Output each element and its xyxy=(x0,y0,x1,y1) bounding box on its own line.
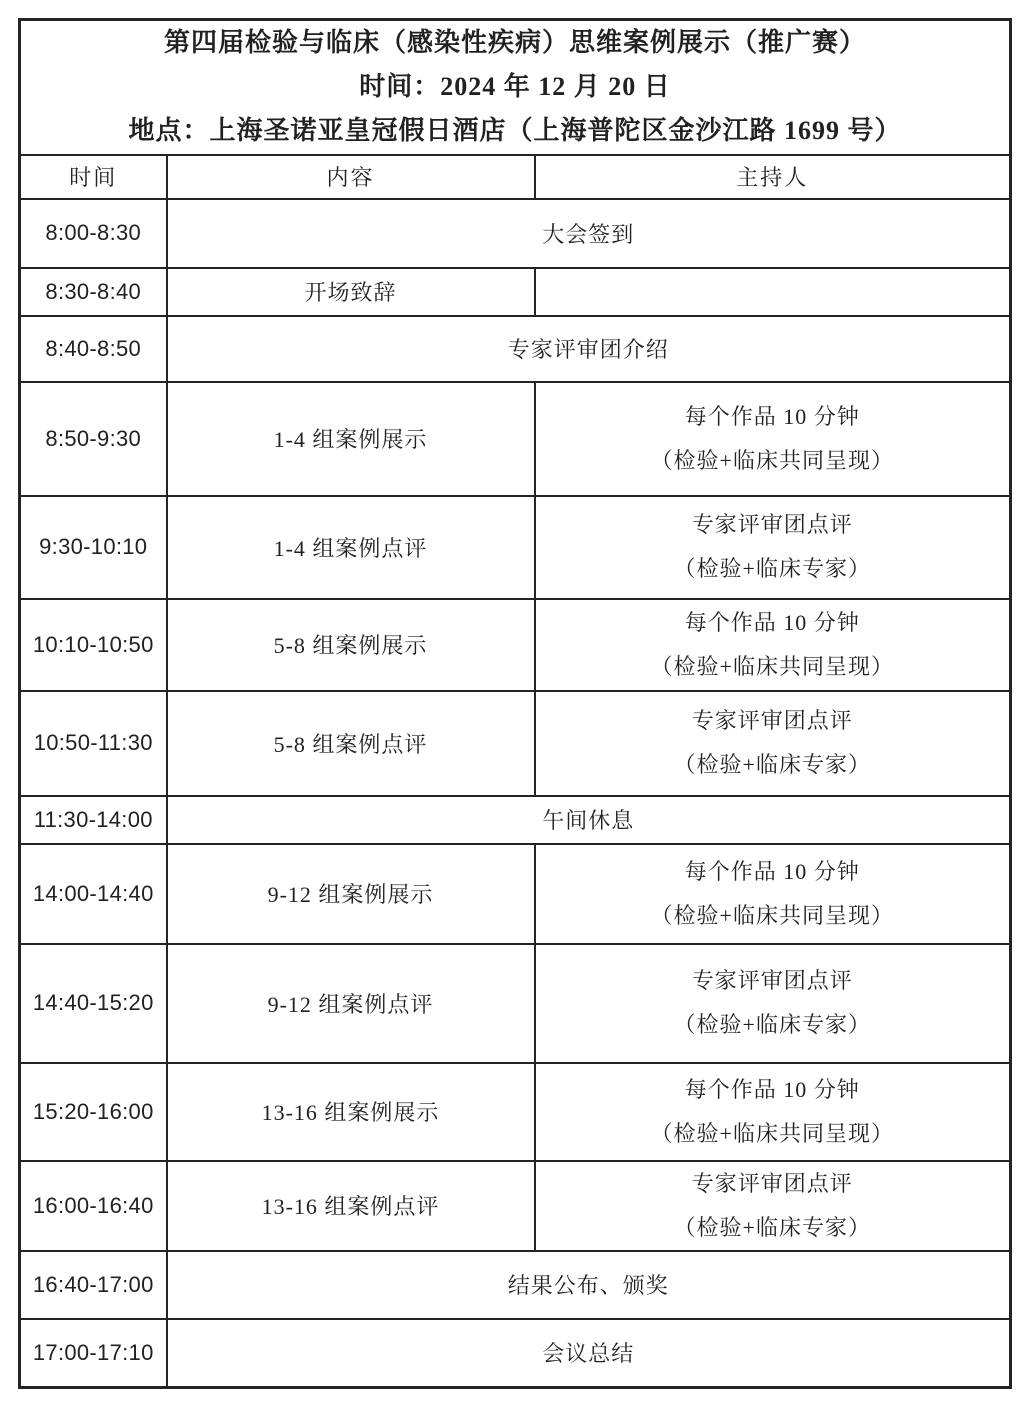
content-cell: 9-12 组案例点评 xyxy=(167,944,535,1063)
host-cell xyxy=(535,691,1011,796)
host-cell xyxy=(535,268,1011,316)
host-line: （检验+临床专家） xyxy=(673,556,871,581)
table-row xyxy=(20,1319,1011,1388)
content-cell: 1-4 组案例点评 xyxy=(167,496,535,599)
table-row xyxy=(20,316,1011,382)
table-row xyxy=(20,1063,1011,1161)
time-cell: 9:30-10:10 xyxy=(20,496,167,599)
merged-content-cell: 会议总结 xyxy=(167,1319,1011,1388)
content-cell: 9-12 组案例展示 xyxy=(167,844,535,944)
table-row xyxy=(20,844,1011,944)
doc-title: 第四届检验与临床（感染性疾病）思维案例展示（推广赛） xyxy=(163,28,866,58)
merged-content-cell: 大会签到 xyxy=(167,199,1011,268)
time-cell: 10:10-10:50 xyxy=(20,599,167,691)
table-row xyxy=(20,944,1011,1063)
column-header-host: 主持人 xyxy=(535,155,1011,199)
time-cell: 15:20-16:00 xyxy=(20,1063,167,1161)
title-block xyxy=(20,20,1011,155)
table-row xyxy=(20,382,1011,496)
merged-content-cell: 专家评审团介绍 xyxy=(167,316,1011,382)
time-cell: 10:50-11:30 xyxy=(20,691,167,796)
table-row xyxy=(20,496,1011,599)
host-cell xyxy=(535,1161,1011,1251)
host-line: （检验+临床共同呈现） xyxy=(650,902,894,928)
table-row xyxy=(20,199,1011,268)
content-cell: 5-8 组案例展示 xyxy=(167,599,535,691)
content-cell: 5-8 组案例点评 xyxy=(167,691,535,796)
host-line: （检验+临床专家） xyxy=(673,1214,871,1240)
table-row xyxy=(20,1251,1011,1319)
schedule-table xyxy=(18,18,1012,1389)
time-cell: 17:00-17:10 xyxy=(20,1319,167,1388)
host-line: 专家评审团点评 xyxy=(691,1170,853,1196)
host-line: 专家评审团点评 xyxy=(691,968,853,993)
time-cell: 8:40-8:50 xyxy=(20,316,167,382)
table-row xyxy=(20,691,1011,796)
time-cell: 14:40-15:20 xyxy=(20,944,167,1063)
header-row xyxy=(20,155,1011,199)
table-row xyxy=(20,268,1011,316)
table-row xyxy=(20,1161,1011,1251)
host-cell xyxy=(535,382,1011,496)
content-cell: 1-4 组案例展示 xyxy=(167,382,535,496)
merged-content-cell: 午间休息 xyxy=(167,796,1011,844)
host-line: （检验+临床共同呈现） xyxy=(650,447,894,473)
doc-datetime: 时间：2024 年 12 月 20 日 xyxy=(359,72,671,102)
time-cell: 8:30-8:40 xyxy=(20,268,167,316)
host-line: 每个作品 10 分钟 xyxy=(684,609,860,635)
host-line: 专家评审团点评 xyxy=(691,708,853,733)
table-row xyxy=(20,599,1011,691)
column-header-content: 内容 xyxy=(167,155,535,199)
time-cell: 16:40-17:00 xyxy=(20,1251,167,1319)
host-line: （检验+临床共同呈现） xyxy=(650,653,894,679)
host-cell xyxy=(535,496,1011,599)
time-cell: 8:00-8:30 xyxy=(20,199,167,268)
host-line: （检验+临床共同呈现） xyxy=(650,1120,894,1146)
time-cell: 11:30-14:00 xyxy=(20,796,167,844)
time-cell: 14:00-14:40 xyxy=(20,844,167,944)
host-cell xyxy=(535,599,1011,691)
title-row xyxy=(20,20,1011,155)
host-cell xyxy=(535,1063,1011,1161)
time-cell: 8:50-9:30 xyxy=(20,382,167,496)
column-header-time: 时间 xyxy=(20,155,167,199)
content-cell: 13-16 组案例点评 xyxy=(167,1161,535,1251)
host-line: 每个作品 10 分钟 xyxy=(684,403,860,429)
time-cell: 16:00-16:40 xyxy=(20,1161,167,1251)
host-cell xyxy=(535,844,1011,944)
host-line: （检验+临床专家） xyxy=(673,752,871,777)
host-cell xyxy=(535,944,1011,1063)
host-line: 专家评审团点评 xyxy=(691,512,853,537)
content-cell: 开场致辞 xyxy=(167,268,535,316)
table-row xyxy=(20,796,1011,844)
content-cell: 13-16 组案例展示 xyxy=(167,1063,535,1161)
merged-content-cell: 结果公布、颁奖 xyxy=(167,1251,1011,1319)
doc-location: 地点：上海圣诺亚皇冠假日酒店（上海普陀区金沙江路 1699 号） xyxy=(128,116,902,146)
host-line: 每个作品 10 分钟 xyxy=(684,1076,860,1102)
host-line: 每个作品 10 分钟 xyxy=(684,858,860,884)
host-line: （检验+临床专家） xyxy=(673,1012,871,1037)
